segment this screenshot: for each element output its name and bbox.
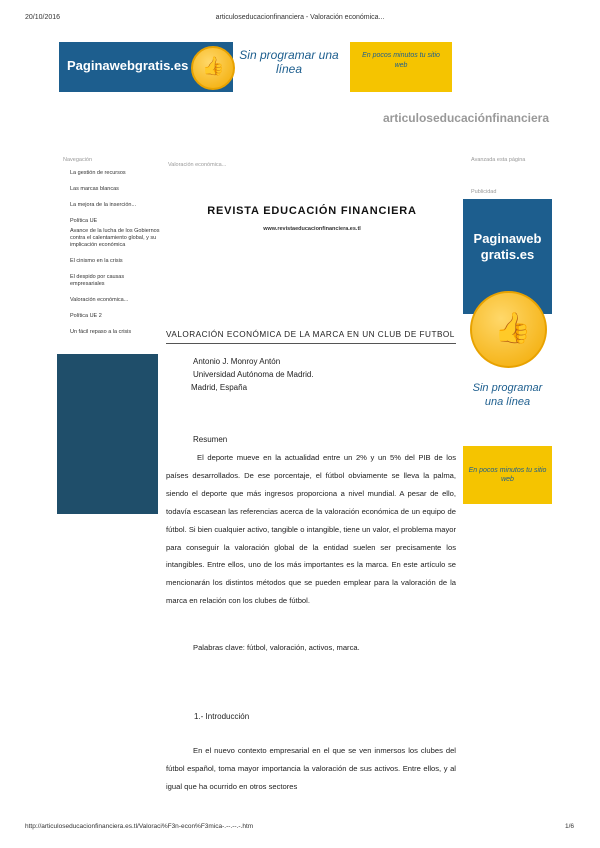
- side-ad-brand-line2: gratis.es: [480, 247, 535, 262]
- magazine-url[interactable]: www.revistaeducacionfinanciera.es.tl: [263, 226, 361, 232]
- author-block: [193, 355, 314, 394]
- print-date: 20/10/2016: [25, 14, 61, 21]
- abstract-heading: Resumen: [193, 435, 228, 444]
- side-ad-tagline: En pocos minutos tu sitio web: [468, 467, 547, 483]
- site-title[interactable]: articuloseducaciónfinanciera: [382, 111, 549, 125]
- thumbs-up-icon: [470, 291, 547, 368]
- side-ad-slogan: Sin programar una línea: [472, 382, 543, 408]
- sidebar-dark-panel: [57, 354, 158, 514]
- banner-tagline: En pocos minutos tu sitio web: [362, 52, 440, 69]
- keywords: Palabras clave: fútbol, valoración, activos, marca.: [193, 643, 360, 652]
- thumbs-up-icon: [191, 46, 235, 90]
- sidebar-item-marcas-blancas[interactable]: Las marcas blancas: [70, 186, 119, 192]
- abstract-body: El deporte mueve en la actualidad entre un 2% y un 5% del PIB de los países desarrollados. De ese porcentaje, el fútbol obviamente se lleva la palma, siendo el deporte que más ingresos proporciona a nivel mundial. A pesar de ello, todavía escasean las referencias acerca de la valoración económica de un equipo de fútbol. Si bien cualquier activo, tangible o intangible, tiene un valor, el problema mayor para conseguir la valoración global de la entidad suelen ser precisamente los intangibles. Entre ellos, uno de los más importantes es la marca. En este artículo se mencionarán los distintos métodos que se pueden emplear para la valoración de la marca en relación con los clubes de fútbol.: [166, 453, 456, 606]
- side-ad-banner[interactable]: [463, 199, 552, 509]
- banner-tagline-panel: [350, 42, 452, 92]
- print-page-title: articuloseducacionfinanciera - Valoración económica...: [215, 14, 385, 21]
- ads-label: Publicidad: [471, 189, 497, 195]
- nav-heading: Navegación: [63, 157, 93, 163]
- author-name: Antonio J. Monroy Antón: [193, 357, 281, 366]
- sidebar-nav: [70, 170, 160, 345]
- sidebar-item-politica-ue[interactable]: Política UE: [70, 218, 98, 224]
- sidebar-item-valoracion[interactable]: Valoración económica...: [70, 297, 129, 303]
- author-location: Madrid, España: [191, 383, 248, 392]
- right-label-top: Avanzada esta página: [471, 157, 526, 163]
- sidebar-item-despido[interactable]: El despido por causas empresariales: [70, 274, 125, 287]
- side-ad-tagline-panel: [463, 446, 552, 504]
- article-title: VALORACIÓN ECONÓMICA DE LA MARCA EN UN CLUB DE FUTBOL: [166, 329, 456, 344]
- top-ad-banner[interactable]: [59, 42, 452, 92]
- banner-brand: Paginawebgratis.es: [67, 58, 189, 73]
- banner-slogan: Sin programar una línea: [239, 48, 339, 76]
- sidebar-item-gestion-recursos[interactable]: La gestión de recursos: [70, 170, 126, 176]
- intro-heading: 1.- Introducción: [194, 712, 250, 721]
- banner-brand-panel: [59, 42, 233, 92]
- footer-url: http://articuloseducacionfinanciera.es.tl/Valoraci%F3n-econ%F3mica-.--.--.-.htm: [25, 823, 254, 830]
- magazine-title: REVISTA EDUCACIÓN FINANCIERA: [207, 205, 417, 217]
- sidebar-item-repaso-crisis[interactable]: Un fácil repaso a la crisis: [70, 329, 132, 335]
- side-ad-brand: [463, 231, 552, 263]
- intro-body: En el nuevo contexto empresarial en el que se ven inmersos los clubes del fútbol español, toma mayor importancia la valoración de sus activos. Entre ellos, y al igual que ha ocurrido en otros sectores: [166, 746, 456, 791]
- breadcrumb[interactable]: Valoración económica...: [168, 162, 227, 168]
- footer-page-number: 1/6: [564, 823, 574, 830]
- sidebar-item-calentamiento-global[interactable]: Avance de la lucha de los Gobiernos contra el calentamiento global, y su implicación económica: [70, 228, 160, 248]
- author-affiliation: Universidad Autónoma de Madrid.: [193, 370, 314, 379]
- sidebar-item-politica-ue-2[interactable]: Política UE 2: [70, 313, 102, 319]
- sidebar-item-mejora-insercion[interactable]: La mejora de la inserción...: [70, 202, 137, 208]
- sidebar-item-cinismo-crisis[interactable]: El cinismo en la crisis: [70, 258, 123, 264]
- side-ad-brand-line1: Paginaweb: [473, 231, 542, 246]
